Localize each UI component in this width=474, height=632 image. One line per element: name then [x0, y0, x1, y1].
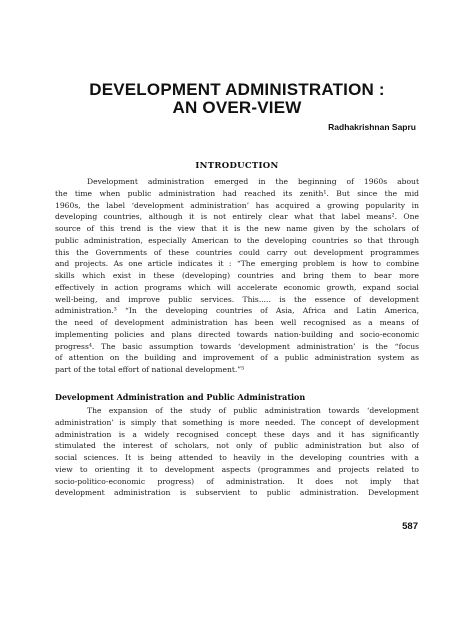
page-number: 587 [402, 521, 418, 532]
text-line: development administration is subservient to public administration. Development [55, 488, 419, 498]
text-line: developing countries, although it is not entirely clear what that label means². One [55, 212, 419, 222]
text-line: The expansion of the study of public administration towards ‘development [87, 406, 419, 415]
text-line: social sciences. It is being attended to heavily in the developing countries with a [55, 453, 419, 462]
text-line: and projects. As one article indicates it : “The emerging problem is how to combine [55, 259, 419, 269]
author-name: Radhakrishnan Sapru [328, 122, 416, 132]
title-line-1: DEVELOPMENT ADMINISTRATION : [89, 80, 385, 99]
text-line: Development administration emerged in the beginning of 1960s about [87, 177, 419, 186]
text-line: socio-politico-economic progress) of administration. It does not imply that [55, 476, 419, 486]
text-line: progress⁴. The basic assumption towards ‘development administration’ is the “focus [55, 341, 419, 351]
title-line-2: AN OVER-VIEW [172, 98, 302, 117]
text-line: administration’ is simply that something is more needed. The concept of development [55, 417, 419, 427]
introduction-paragraph [55, 176, 419, 376]
introduction-heading: INTRODUCTION [195, 161, 279, 171]
section-paragraph [55, 405, 419, 499]
text-line: well-being, and improve public services. This..... is the essence of development [55, 294, 419, 304]
text-line: this the Governments of these countries could carry out development programmes [55, 247, 419, 257]
text-line: administration.³ “In the developing countries of Asia, Africa and Latin America, [55, 306, 419, 316]
section-heading: Development Administration and Public Administration [55, 392, 306, 402]
text-line: public administration, especially American to the developing countries so that through [55, 235, 419, 245]
text-line: effectively in action programs which will accelerate economic growth, expand social [55, 282, 419, 292]
text-line: stimulated the interest of scholars, not only of public administration but also of [55, 441, 419, 451]
text-line: the need of development administration has been well recognised as a means of [55, 318, 419, 327]
text-line: of attention on the building and improvement of a public administration system as [55, 353, 419, 363]
text-line: the time when public administration had reached its zenith¹. But since the mid [55, 188, 419, 198]
text-line: administration is a widely recognised concept these days and it has significantly [55, 429, 419, 439]
text-line: 1960s, the label ‘development administration’ has acquired a growing popularity in [55, 200, 419, 210]
text-line: implementing policies and plans directed towards nation-building and socio-economic [55, 329, 419, 339]
text-line: source of this trend is the view that it is the new name given by the scholars of [55, 224, 419, 233]
text-line: view to orienting it to development aspects (programmes and projects related to [55, 464, 419, 474]
text-line: part of the total effort of national development.”⁵ [55, 365, 245, 374]
text-line: skills which exist in these (developing) countries and bring them to bear more [55, 271, 419, 280]
